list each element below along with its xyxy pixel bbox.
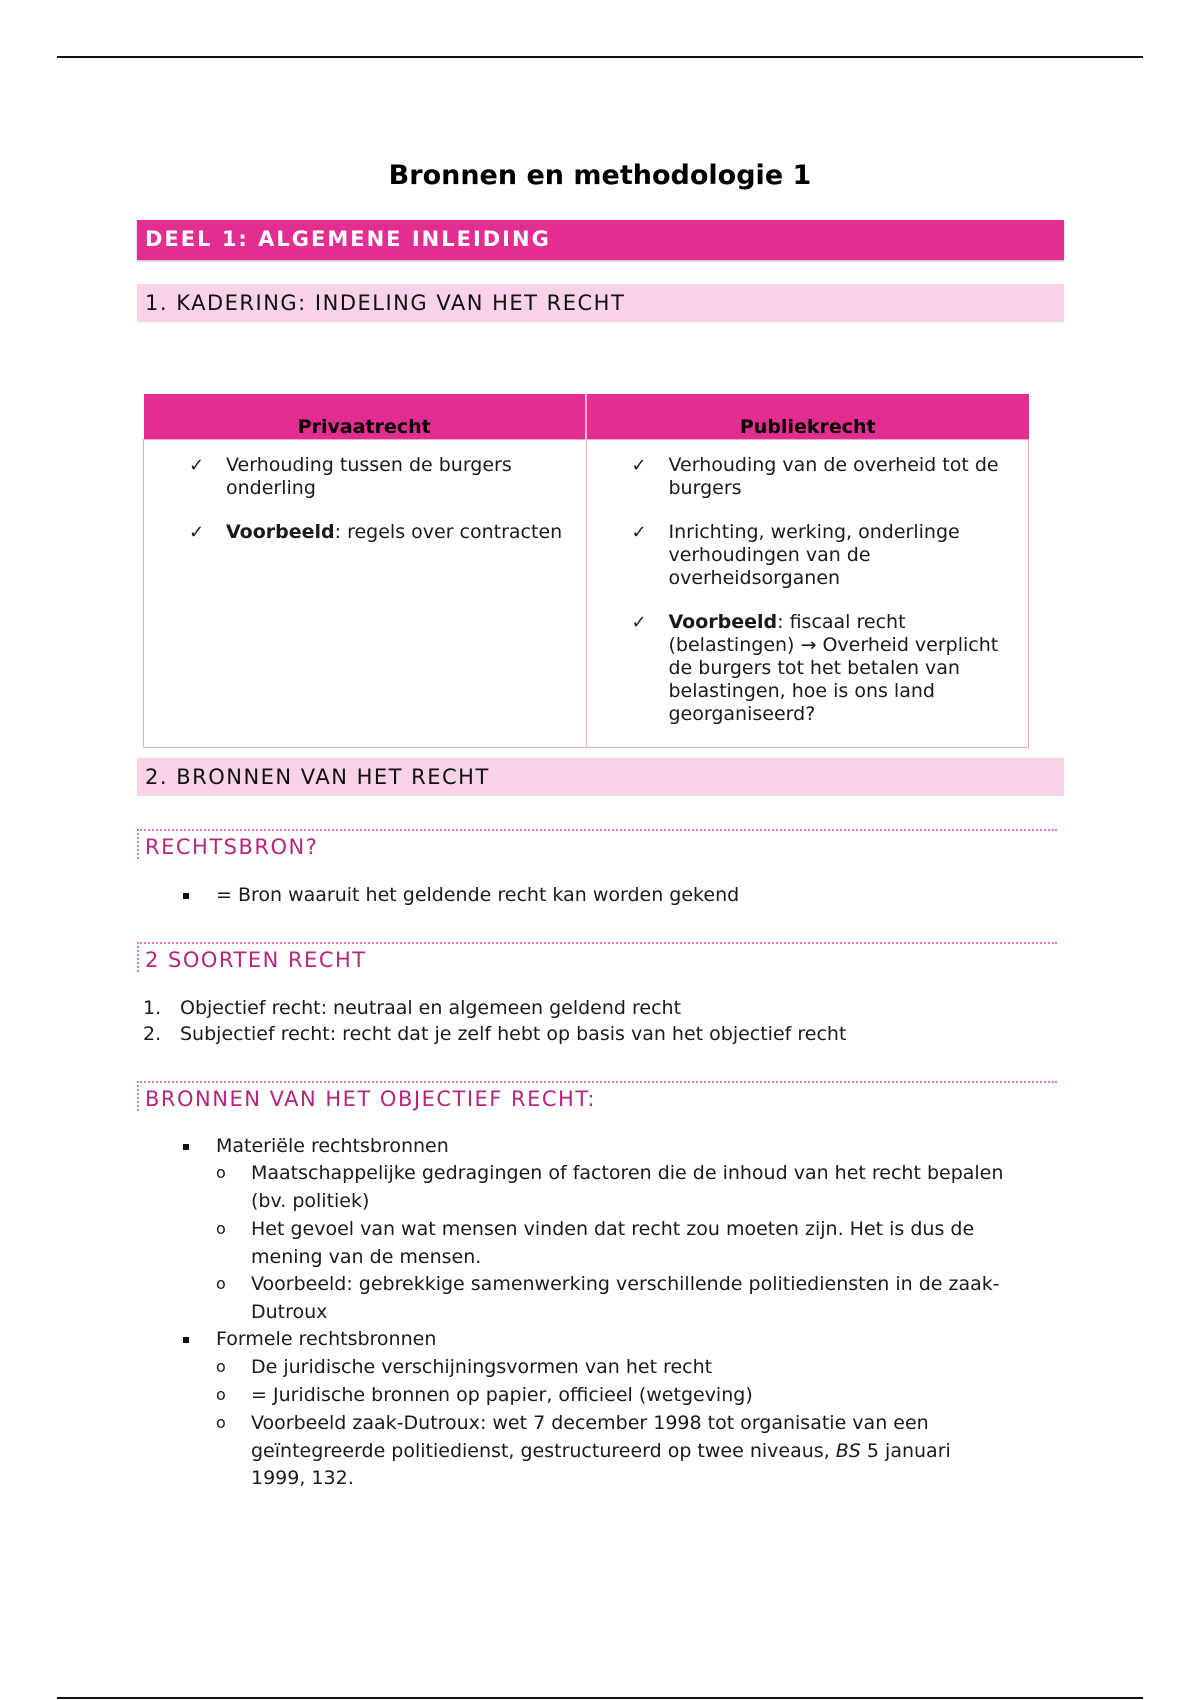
circle-bullet-icon: o <box>216 1219 226 1238</box>
list-item: Maatschappelijke gedragingen of factoren die de inhoud van het recht bepalen <box>251 1162 1004 1184</box>
part-banner: DEEL 1: ALGEMENE INLEIDING <box>137 220 1064 260</box>
formele-rechtsbronnen-label: Formele rechtsbronnen <box>216 1328 437 1350</box>
list-item: Subjectief recht: recht dat je zelf hebt op basis van het objectief recht <box>180 1023 847 1045</box>
law-division-table <box>143 394 1029 748</box>
subheading-objectief-recht: BRONNEN VAN HET OBJECTIEF RECHT: <box>137 1081 1057 1111</box>
circle-bullet-icon: o <box>216 1413 226 1432</box>
list-item: Het gevoel van wat mensen vinden dat recht zou moeten zijn. Het is dus de <box>251 1218 975 1240</box>
list-item: ✓ Inrichting, werking, onderlinge verhoudingen van de overheidsorganen <box>631 520 960 589</box>
subheading-rechtsbron: RECHTSBRON? <box>137 829 1057 859</box>
subheading-soorten-recht: 2 SOORTEN RECHT <box>137 942 1057 972</box>
circle-bullet-icon: o <box>216 1274 226 1293</box>
footer-rule <box>57 1697 1143 1699</box>
publiekrecht-cell <box>586 439 1029 747</box>
circle-bullet-icon: o <box>216 1163 226 1182</box>
circle-bullet-icon: o <box>216 1385 226 1404</box>
list-item-continuation: geïntegreerde politiedienst, gestructureerd op twee niveaus, BS 5 januari <box>251 1440 951 1462</box>
privaatrecht-list <box>189 454 566 544</box>
list-item: ✓ Voorbeeld: fiscaal recht (belastingen) → Overheid verplicht de burgers tot het betalen van belastingen, hoe is ons land georganiseerd? <box>631 610 999 725</box>
square-bullet-icon <box>183 1337 189 1343</box>
list-item-continuation: 1999, 132. <box>251 1467 354 1489</box>
list-number: 2. <box>143 1023 162 1045</box>
square-bullet-icon <box>183 893 189 899</box>
list-item: ✓ Voorbeeld: regels over contracten <box>189 520 563 543</box>
section-heading-bronnen: 2. BRONNEN VAN HET RECHT <box>137 758 1064 796</box>
checkmark-icon: ✓ <box>189 521 205 543</box>
column-header-privaatrecht: Privaatrecht <box>144 394 587 439</box>
privaatrecht-cell <box>144 439 587 747</box>
header-rule <box>57 56 1143 58</box>
document-title: Bronnen en methodologie 1 <box>388 160 812 191</box>
column-header-publiekrecht: Publiekrecht <box>586 394 1029 439</box>
square-bullet-icon <box>183 1144 189 1150</box>
list-item: De juridische verschijningsvormen van het recht <box>251 1356 713 1378</box>
checkmark-icon: ✓ <box>631 521 647 543</box>
list-item: ✓ Verhouding van de overheid tot de burgers <box>631 453 999 499</box>
circle-bullet-icon: o <box>216 1357 226 1376</box>
list-item: Objectief recht: neutraal en algemeen geldend recht <box>180 997 682 1019</box>
checkmark-icon: ✓ <box>631 611 647 633</box>
list-item-continuation: Dutroux <box>251 1301 328 1323</box>
list-item: = Juridische bronnen op papier, officieel (wetgeving) <box>251 1384 753 1406</box>
list-item: Voorbeeld: gebrekkige samenwerking verschillende politiediensten in de zaak- <box>251 1273 1000 1295</box>
list-item-continuation: (bv. politiek) <box>251 1190 370 1212</box>
materiele-rechtsbronnen-label: Materiële rechtsbronnen <box>216 1135 449 1157</box>
checkmark-icon: ✓ <box>631 454 647 476</box>
list-item: ✓ Verhouding tussen de burgers onderling <box>189 453 512 499</box>
checkmark-icon: ✓ <box>189 454 205 476</box>
list-item-continuation: mening van de mensen. <box>251 1246 482 1268</box>
publiekrecht-list <box>632 454 1009 726</box>
section-heading-kadering: 1. KADERING: INDELING VAN HET RECHT <box>137 284 1064 322</box>
list-number: 1. <box>143 997 162 1019</box>
rechtsbron-definition: = Bron waaruit het geldende recht kan worden gekend <box>216 884 740 906</box>
list-item: Voorbeeld zaak-Dutroux: wet 7 december 1998 tot organisatie van een <box>251 1412 929 1434</box>
